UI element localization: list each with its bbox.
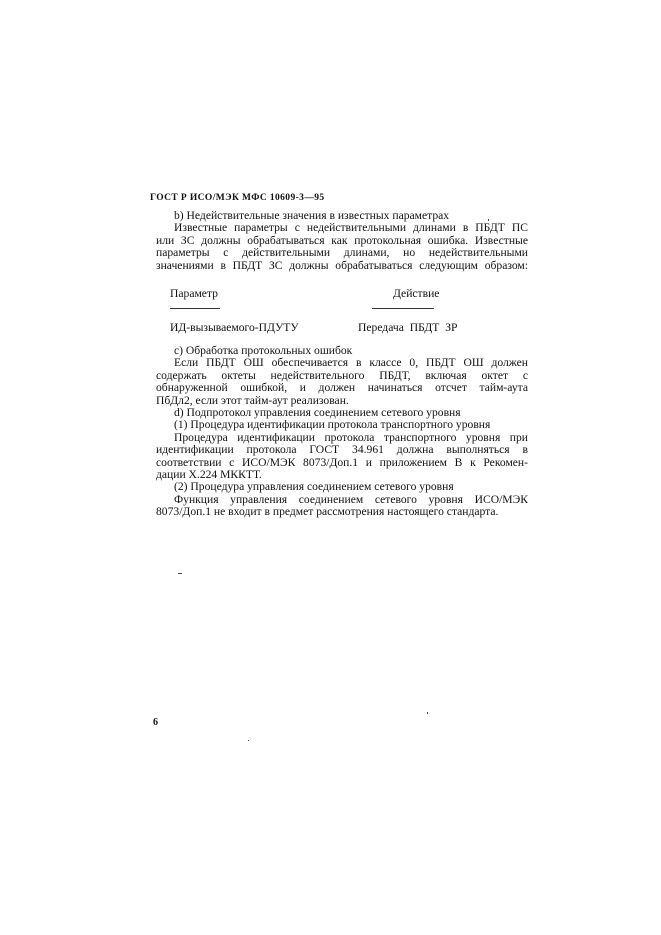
section-b-line-3: параметры с действительными длинами, но недействительными: [156, 246, 528, 260]
table-cell-action: Передача ПБДТ ЗР: [358, 321, 458, 334]
section-d-sub1-line-4: дации X.224 МККТТ.: [156, 468, 262, 482]
section-c-line-2: содержать октеты недействительного ПБДТ, включая октет с: [156, 368, 528, 382]
column-header-action: Действие: [393, 287, 440, 300]
scan-speck: [248, 740, 249, 741]
section-c-title: c) Обработка протокольных ошибок: [174, 344, 353, 357]
column-header-parameter: Параметр: [170, 287, 218, 300]
scan-speck: [427, 712, 428, 714]
section-c-line-4: ПбДл2, если этот тайм-аут реализован.: [156, 393, 349, 407]
section-b-line-4: значениями в ПБДТ ЗС должны обрабатываться следующим образом:: [156, 258, 528, 272]
scan-speck: [488, 219, 489, 221]
scan-speck: [178, 573, 182, 574]
section-d: [156, 407, 528, 519]
section-c-line-1: Если ПБДТ ОШ обеспечивается в классе 0, ПБДТ ОШ должен: [174, 356, 528, 370]
section-d-sub2-line-2: 8073/Доп.1 не входит в предмет рассмотрения настоящего стандарта.: [156, 505, 499, 519]
document-header: ГОСТ Р ИСО/МЭК МФС 10609-3—95: [150, 193, 325, 203]
section-d-sub1-line-1: Процедура идентификации протокола транспортного уровня при: [174, 430, 528, 444]
section-d-sub1-title: (1) Процедура идентификации протокола транспортного уровня: [174, 418, 491, 432]
column-underline-parameter: [170, 308, 220, 309]
section-d-sub1-line-2: идентификации протокола ГОСТ 34.961 должна выполняться в: [156, 443, 528, 457]
section-d-sub1-line-3: соответствии с ИСО/МЭК 8073/Доп.1 и приложением В к Рекомен-: [156, 455, 528, 469]
section-c-line-3: обнаруженной ошибкой, и должен начинаться отсчет тайм-аута: [156, 381, 528, 395]
section-d-sub2-line-1: Функция управления соединением сетевого уровня ИСО/МЭК: [174, 492, 528, 506]
column-underline-action: [372, 308, 434, 309]
section-d-sub2-title: (2) Процедура управления соединением сетевого уровня: [174, 480, 454, 494]
section-b-line-2: или ЗС должны обрабатываться как протокольная ошибка. Известные: [156, 233, 528, 247]
section-b-title: b) Недействительные значения в известных параметрах: [174, 209, 450, 222]
section-d-title: d) Подпротокол управления соединением сетевого уровня: [174, 406, 461, 419]
section-b-line-1: Известные параметры с недействительными длинами в ПБДТ ПС: [174, 221, 528, 235]
section-b: [156, 210, 528, 272]
section-c: [156, 345, 528, 407]
table-cell-parameter: ИД-вызываемого-ПДУТУ: [170, 321, 299, 334]
page-number: 6: [153, 717, 158, 728]
